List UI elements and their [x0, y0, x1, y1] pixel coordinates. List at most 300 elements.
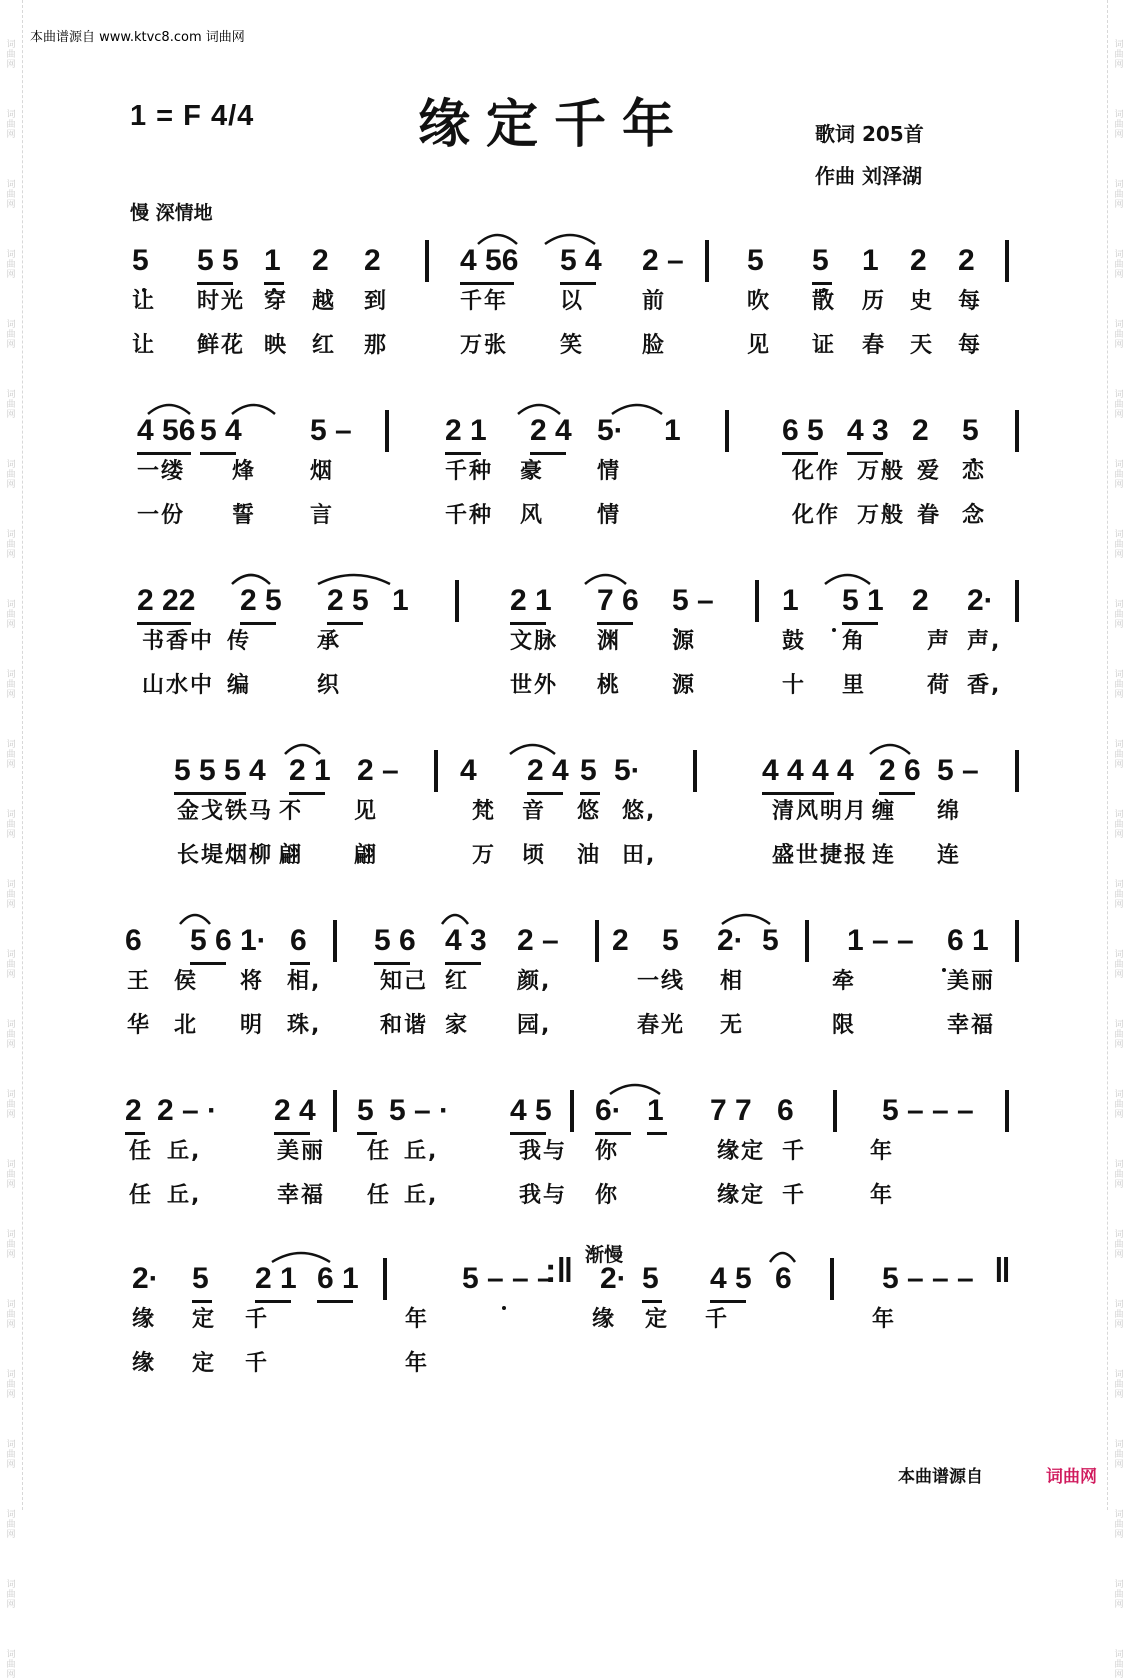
- note: 6: [125, 924, 142, 957]
- note: 5: [642, 1262, 659, 1295]
- lyric-verse-1: 一线: [637, 969, 686, 994]
- lyric-verse-2: 顷: [522, 843, 547, 868]
- lyric-verse-2: 编: [227, 673, 252, 698]
- note: 5 –: [672, 584, 714, 617]
- note: 1: [392, 584, 409, 617]
- lyric-verse-1: 悠: [577, 799, 602, 824]
- note: 2·: [600, 1262, 627, 1295]
- lyric-verse-2: 连: [872, 843, 897, 868]
- lyric-verse-2: 年: [870, 1183, 895, 1208]
- lyric-verse-1: 每: [958, 289, 983, 314]
- lyric-verse-1: 金戈铁马: [177, 799, 274, 824]
- watermark-text: 词曲网: [6, 250, 16, 280]
- lyric-verse-1: 定: [645, 1307, 670, 1332]
- lyric-verse-1: 鼓: [782, 629, 807, 654]
- lyric-verse-1: 不: [279, 799, 304, 824]
- lyric-verse-2: 见: [747, 333, 772, 358]
- lyric-verse-1: 牵: [832, 969, 857, 994]
- lyric-verse-2: 春光: [637, 1013, 686, 1038]
- score-system-6: [0, 1072, 1130, 1232]
- lyric-verse-2: 天: [910, 333, 935, 358]
- lyric-verse-2: 桃: [597, 673, 622, 698]
- lyric-verse-2: 长堤烟柳: [177, 843, 274, 868]
- lyricist-credit: 歌词 205首: [815, 122, 924, 146]
- lyric-verse-2: 家: [445, 1013, 470, 1038]
- watermark-text: 词曲网: [1114, 810, 1124, 840]
- slur: [510, 745, 555, 754]
- tempo-marking: 慢 深情地: [130, 202, 213, 224]
- watermark-text: 词曲网: [1114, 740, 1124, 770]
- note: 4 5: [510, 1094, 552, 1127]
- watermark-text: 词曲网: [6, 460, 16, 490]
- lyric-verse-1: 史: [910, 289, 935, 314]
- octave-dot: [832, 628, 836, 632]
- slur: [478, 235, 517, 244]
- lyric-verse-1: 红: [445, 969, 470, 994]
- lyric-verse-1: 越: [312, 289, 337, 314]
- watermark-text: 词曲网: [1114, 1090, 1124, 1120]
- watermark-text: 词曲网: [6, 1510, 16, 1540]
- slur: [870, 745, 910, 754]
- lyric-verse-1: 前: [642, 289, 667, 314]
- repeat-barline: :‖: [545, 1252, 574, 1290]
- lyric-verse-2: 一份: [137, 503, 186, 528]
- lyric-verse-1: 任: [367, 1139, 392, 1164]
- note: 5 – – –: [882, 1094, 974, 1127]
- watermark-text: 词曲网: [1114, 950, 1124, 980]
- lyric-verse-2: 幸福: [277, 1183, 326, 1208]
- lyric-verse-2: 园,: [517, 1013, 552, 1038]
- note: 5: [747, 244, 764, 277]
- lyric-verse-2: 翩: [279, 843, 304, 868]
- note: 2 5: [240, 584, 282, 617]
- lyric-verse-2: 田,: [622, 843, 657, 868]
- beam-underline: [317, 1300, 353, 1303]
- lyric-verse-1: 源: [672, 629, 697, 654]
- lyric-verse-2: 誓: [232, 503, 257, 528]
- slur: [722, 915, 770, 924]
- watermark-text: 词曲网: [1114, 1510, 1124, 1540]
- lyric-verse-1: 缘: [592, 1307, 617, 1332]
- score-system-2: [0, 392, 1130, 552]
- lyric-verse-1: 丘,: [167, 1139, 202, 1164]
- slur: [232, 575, 270, 584]
- source-header: 本曲谱源自 www.ktvc8.com 词曲网: [30, 30, 245, 45]
- lyric-verse-2: 言: [310, 503, 335, 528]
- note: 5 6: [190, 924, 232, 957]
- note: 5 1: [842, 584, 884, 617]
- note: 2 1: [255, 1262, 297, 1295]
- lyric-verse-1: 吹: [747, 289, 772, 314]
- lyric-verse-2: 映: [264, 333, 289, 358]
- lyric-verse-1: 千种: [445, 459, 494, 484]
- note: 2: [912, 414, 929, 447]
- watermark-text: 词曲网: [6, 600, 16, 630]
- score-system-4: [0, 732, 1130, 892]
- beam-underline: [200, 452, 236, 455]
- lyric-verse-1: 恋: [962, 459, 987, 484]
- watermark-text: 词曲网: [1114, 250, 1124, 280]
- note: 2 4: [274, 1094, 316, 1127]
- note: 5·: [614, 754, 641, 787]
- lyric-verse-2: 鲜花: [197, 333, 246, 358]
- lyric-verse-2: 那: [364, 333, 389, 358]
- watermark-text: 词曲网: [6, 390, 16, 420]
- slur: [545, 235, 595, 244]
- watermark-text: 词曲网: [6, 320, 16, 350]
- watermark-text: 词曲网: [6, 1160, 16, 1190]
- lyric-verse-1: 丘,: [404, 1139, 439, 1164]
- lyric-verse-1: 穿: [264, 289, 289, 314]
- footer-site-logo: 词曲网: [1046, 1467, 1097, 1487]
- lyric-verse-1: 声: [927, 629, 952, 654]
- lyric-verse-1: 音: [522, 799, 547, 824]
- lyric-verse-1: 传: [227, 629, 252, 654]
- note: 1·: [240, 924, 267, 957]
- slur-layer: [0, 392, 1130, 432]
- note: 4 56: [460, 244, 519, 277]
- watermark-text: 词曲网: [6, 810, 16, 840]
- lyric-verse-2: 万: [472, 843, 497, 868]
- note: 5 4: [200, 414, 242, 447]
- watermark-text: 词曲网: [1114, 880, 1124, 910]
- note: 2 22: [137, 584, 196, 617]
- lyric-verse-1: 历: [862, 289, 887, 314]
- lyric-verse-2: 明: [240, 1013, 265, 1038]
- note: 1 – –: [847, 924, 914, 957]
- lyric-verse-2: 缘: [132, 1351, 157, 1376]
- note: 5 6: [374, 924, 416, 957]
- note: 5 –: [937, 754, 979, 787]
- note: 6: [290, 924, 307, 957]
- lyric-verse-2: 织: [317, 673, 342, 698]
- note: 5: [192, 1262, 209, 1295]
- note: 4 3: [847, 414, 889, 447]
- watermark-text: 词曲网: [6, 1020, 16, 1050]
- watermark-text: 词曲网: [1114, 1580, 1124, 1610]
- lyric-verse-2: 丘,: [404, 1183, 439, 1208]
- note: 2: [912, 584, 929, 617]
- note: 1: [647, 1094, 664, 1127]
- note: 6 1: [947, 924, 989, 957]
- slur-layer: [0, 562, 1130, 602]
- watermark-text: 词曲网: [6, 1090, 16, 1120]
- slur: [148, 405, 190, 414]
- lyric-verse-2: 春: [862, 333, 887, 358]
- watermark-text: 词曲网: [6, 670, 16, 700]
- lyric-verse-1: 一缕: [137, 459, 186, 484]
- lyric-verse-1: 清风明月: [772, 799, 869, 824]
- song-title: 缘定千年: [418, 95, 691, 155]
- lyric-verse-1: 角: [842, 629, 867, 654]
- score-system-5: [0, 902, 1130, 1062]
- note: 6·: [595, 1094, 622, 1127]
- lyric-verse-2: 脸: [642, 333, 667, 358]
- lyric-verse-1: 时光: [197, 289, 246, 314]
- note: 1: [862, 244, 879, 277]
- beam-underline: [647, 1132, 667, 1135]
- note: 1: [782, 584, 799, 617]
- lyric-verse-2: 和谐: [380, 1013, 429, 1038]
- lyric-verse-1: 让: [132, 289, 157, 314]
- lyric-verse-1: 美丽: [277, 1139, 326, 1164]
- watermark-text: 词曲网: [1114, 1440, 1124, 1470]
- watermark-text: 词曲网: [6, 740, 16, 770]
- watermark-text: 词曲网: [6, 110, 16, 140]
- note: 2 –: [517, 924, 559, 957]
- lyric-verse-1: 任: [129, 1139, 154, 1164]
- note: 2 5: [327, 584, 369, 617]
- lyric-verse-2: 让: [132, 333, 157, 358]
- lyric-verse-1: 化作: [792, 459, 841, 484]
- ritardando-marking: 渐慢: [585, 1244, 624, 1266]
- watermark-text: 词曲网: [1114, 1300, 1124, 1330]
- lyric-verse-1: 散: [812, 289, 837, 314]
- note: 2: [312, 244, 329, 277]
- lyric-verse-2: 我与: [519, 1183, 568, 1208]
- lyric-verse-1: 将: [240, 969, 265, 994]
- lyric-verse-2: 北: [174, 1013, 199, 1038]
- lyric-verse-1: 颜,: [517, 969, 552, 994]
- lyric-verse-2: 幸福: [947, 1013, 996, 1038]
- note: 2 1: [445, 414, 487, 447]
- note: 5 – – –: [462, 1262, 554, 1295]
- note: 5: [132, 244, 149, 277]
- note: 4 56: [137, 414, 196, 447]
- note: 5 – ·: [389, 1094, 450, 1127]
- watermark-text: 词曲网: [6, 1300, 16, 1330]
- slur: [272, 1253, 330, 1262]
- note: 2 6: [879, 754, 921, 787]
- lyric-verse-2: 华: [127, 1013, 152, 1038]
- lyric-verse-1: 美丽: [947, 969, 996, 994]
- note: 7 6: [597, 584, 639, 617]
- watermark-text: 词曲网: [1114, 40, 1124, 70]
- lyric-verse-1: 烟: [310, 459, 335, 484]
- lyric-verse-1: 见: [354, 799, 379, 824]
- note: 2 –: [357, 754, 399, 787]
- note: 4 3: [445, 924, 487, 957]
- slur-layer: [0, 1240, 1130, 1280]
- lyric-verse-2: 证: [812, 333, 837, 358]
- watermark-text: 词曲网: [1114, 1160, 1124, 1190]
- note: 2 1: [289, 754, 331, 787]
- lyric-verse-1: 王: [127, 969, 152, 994]
- note: 5 5 5 4: [174, 754, 266, 787]
- watermark-text: 词曲网: [6, 1580, 16, 1610]
- note: 2·: [967, 584, 994, 617]
- slur-layer: [0, 902, 1130, 942]
- note: 4 4 4 4: [762, 754, 854, 787]
- lyric-verse-2: 十: [782, 673, 807, 698]
- notation-row: [0, 1240, 1130, 1312]
- lyric-verse-1: 承: [317, 629, 342, 654]
- lyric-verse-2: 源: [672, 673, 697, 698]
- watermark-text: 词曲网: [1114, 1650, 1124, 1680]
- lyric-verse-1: 你: [595, 1139, 620, 1164]
- note: 5 5: [197, 244, 239, 277]
- note: 2: [958, 244, 975, 277]
- watermark-text: 词曲网: [6, 1440, 16, 1470]
- note: 5: [812, 244, 829, 277]
- slur: [442, 915, 468, 924]
- lyric-verse-1: 书香中: [142, 629, 215, 654]
- lyric-verse-2: 千种: [445, 503, 494, 528]
- lyric-verse-1: 相,: [287, 969, 322, 994]
- octave-dot: [942, 968, 946, 972]
- lyric-verse-2: 丘,: [167, 1183, 202, 1208]
- note: 2·: [132, 1262, 159, 1295]
- note: 6: [775, 1262, 792, 1295]
- lyric-verse-1: 缘: [132, 1307, 157, 1332]
- note: 2 –: [642, 244, 684, 277]
- lyric-verse-1: 到: [364, 289, 389, 314]
- lyric-verse-2: 定: [192, 1351, 217, 1376]
- lyric-verse-2: 眷: [917, 503, 942, 528]
- watermark-text: 词曲网: [1114, 110, 1124, 140]
- final-barline: ‖: [994, 1252, 1011, 1290]
- slur: [285, 745, 320, 754]
- lyric-verse-2: 限: [832, 1013, 857, 1038]
- watermark-text: 词曲网: [6, 530, 16, 560]
- note: 5 –: [310, 414, 352, 447]
- watermark-text: 词曲网: [1114, 460, 1124, 490]
- note: 2: [364, 244, 381, 277]
- note: 5 – – –: [882, 1262, 974, 1295]
- note: 5: [662, 924, 679, 957]
- slur: [825, 575, 870, 584]
- lyric-verse-1: 千: [705, 1307, 730, 1332]
- lyric-verse-1: 年: [870, 1139, 895, 1164]
- watermark-text: 词曲网: [6, 1370, 16, 1400]
- lyric-verse-2: 念: [962, 503, 987, 528]
- lyric-verse-1: 侯: [174, 969, 199, 994]
- lyric-verse-2: 油: [577, 843, 602, 868]
- lyric-verse-1: 知己: [380, 969, 429, 994]
- lyric-verse-1: 声,: [967, 629, 1002, 654]
- watermark-text: 词曲网: [1114, 320, 1124, 350]
- lyric-verse-1: 文脉: [510, 629, 559, 654]
- note: 4 5: [710, 1262, 752, 1295]
- lyric-verse-2: 红: [312, 333, 337, 358]
- lyric-verse-1: 绵: [937, 799, 962, 824]
- lyric-verse-2: 每: [958, 333, 983, 358]
- slur: [612, 405, 662, 414]
- watermark-text: 词曲网: [6, 1650, 16, 1680]
- note: 2: [910, 244, 927, 277]
- watermark-text: 词曲网: [1114, 1230, 1124, 1260]
- slur-layer: [0, 1072, 1130, 1112]
- note: 5: [762, 924, 779, 957]
- lyric-verse-2: 万张: [460, 333, 509, 358]
- lyric-verse-1: 缠: [872, 799, 897, 824]
- lyric-verse-1: 千年: [460, 289, 509, 314]
- lyric-verse-1: 千: [245, 1307, 270, 1332]
- lyric-verse-1: 悠,: [622, 799, 657, 824]
- watermark-text: 词曲网: [6, 880, 16, 910]
- slur: [518, 405, 560, 414]
- score-system-7: [0, 1240, 1130, 1400]
- lyric-verse-1: 梵: [472, 799, 497, 824]
- note: 5: [962, 414, 979, 447]
- lyric-verse-1: 年: [405, 1307, 430, 1332]
- lyric-verse-1: 渊: [597, 629, 622, 654]
- note: 2·: [717, 924, 744, 957]
- lyric-verse-1: 以: [560, 289, 585, 314]
- lyric-verse-2: 里: [842, 673, 867, 698]
- watermark-text: 词曲网: [1114, 600, 1124, 630]
- lyric-verse-1: 爱: [917, 459, 942, 484]
- slur: [770, 1253, 795, 1262]
- note: 2 1: [510, 584, 552, 617]
- lyric-verse-1: 烽: [232, 459, 257, 484]
- watermark-text: 词曲网: [1114, 1020, 1124, 1050]
- slur-layer: [0, 732, 1130, 772]
- note: 2: [612, 924, 629, 957]
- lyric-verse-2: 万般: [857, 503, 906, 528]
- lyric-verse-2: 连: [937, 843, 962, 868]
- slur: [232, 405, 275, 414]
- note: 5 4: [560, 244, 602, 277]
- lyric-verse-2: 珠,: [287, 1013, 322, 1038]
- note: 5: [357, 1094, 374, 1127]
- lyric-verse-2: 缘定: [717, 1183, 766, 1208]
- note: 4: [460, 754, 477, 787]
- lyric-verse-2: 你: [595, 1183, 620, 1208]
- slur: [180, 915, 210, 924]
- watermark-text: 词曲网: [1114, 530, 1124, 560]
- lyric-verse-1: 年: [872, 1307, 897, 1332]
- lyric-verse-1: 定: [192, 1307, 217, 1332]
- footer-source: 本曲谱源自: [898, 1467, 983, 1487]
- lyric-verse-2: 世外: [510, 673, 559, 698]
- lyric-verse-2: 化作: [792, 503, 841, 528]
- octave-dot: [502, 1306, 506, 1310]
- note: 2 4: [530, 414, 572, 447]
- note: 1: [264, 244, 281, 277]
- lyric-verse-1: 豪: [520, 459, 545, 484]
- lyric-verse-1: 相: [720, 969, 745, 994]
- lyric-verse-2: 山水中: [142, 673, 215, 698]
- lyric-verse-2: 香,: [967, 673, 1002, 698]
- lyric-verse-2: 风: [520, 503, 545, 528]
- key-signature: 1 = F 4/4: [130, 100, 255, 132]
- lyric-verse-2: 荷: [927, 673, 952, 698]
- score-system-3: [0, 562, 1130, 722]
- lyric-verse-2: 千: [782, 1183, 807, 1208]
- note: 6 1: [317, 1262, 359, 1295]
- lyric-verse-1: 情: [597, 459, 622, 484]
- note: 2 4: [527, 754, 569, 787]
- lyric-verse-2: 翩: [354, 843, 379, 868]
- lyric-verse-2: 情: [597, 503, 622, 528]
- note: 6: [777, 1094, 794, 1127]
- watermark-text: 词曲网: [6, 180, 16, 210]
- lyric-verse-2: 无: [720, 1013, 745, 1038]
- lyric-verse-2: 盛世捷报: [772, 843, 869, 868]
- lyric-verse-1: 万般: [857, 459, 906, 484]
- lyric-verse-2: 任: [367, 1183, 392, 1208]
- lyric-verse-2: 千: [245, 1351, 270, 1376]
- lyric-verse-1: 千: [782, 1139, 807, 1164]
- note: 7 7: [710, 1094, 752, 1127]
- lyric-verse-1: 缘定: [717, 1139, 766, 1164]
- note: 5·: [597, 414, 624, 447]
- lyric-verse-1: 我与: [519, 1139, 568, 1164]
- note: 6 5: [782, 414, 824, 447]
- score-system-1: [0, 222, 1130, 382]
- note: 1: [664, 414, 681, 447]
